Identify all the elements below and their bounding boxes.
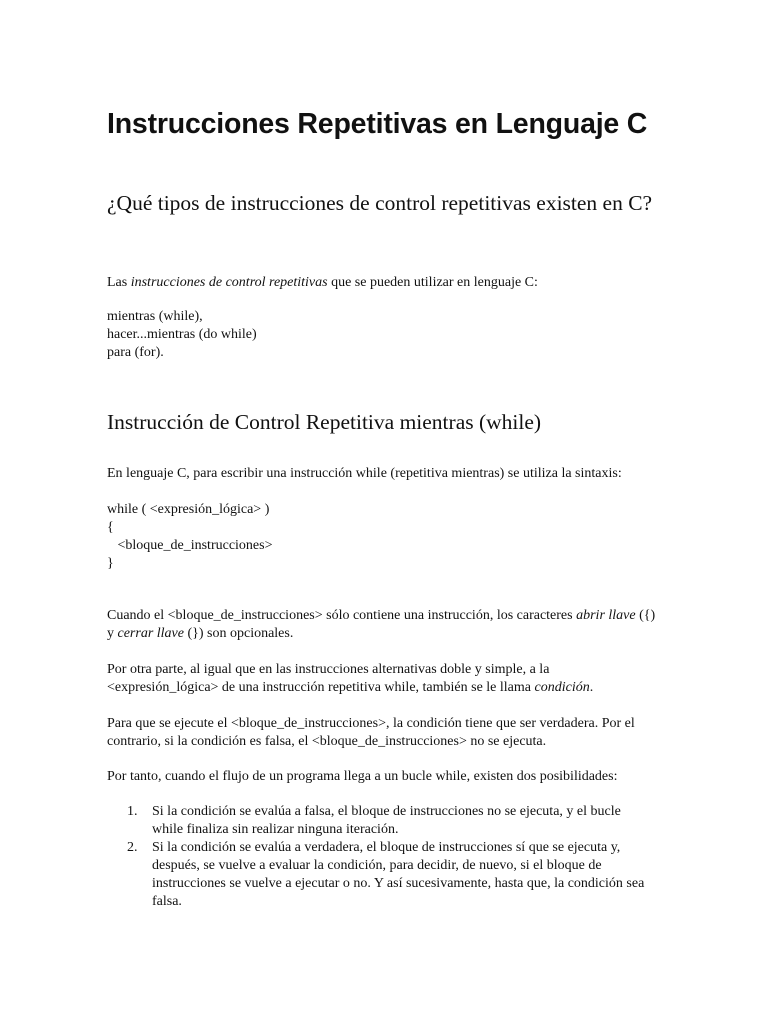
possibilities-paragraph: Por tanto, cuando el flujo de un programa llega a un bucle while, existen dos posibilidades: — [107, 769, 618, 784]
intro-emphasis: instrucciones de control repetitivas — [130, 275, 328, 290]
syntax-line-while: while ( <expresión_lógica> ) — [107, 502, 270, 517]
syntax-intro-paragraph: En lenguaje C, para escribir una instrucción while (repetitiva mientras) se utiliza la sintaxis: — [107, 466, 622, 481]
braces-optional-paragraph — [107, 607, 662, 643]
list-item-text: Si la condición se evalúa a falsa, el bloque de instrucciones no se ejecuta, y el bucle while finaliza sin realizar ninguna iteración. — [152, 804, 621, 837]
list-item-number: 1. — [127, 804, 138, 819]
loop-type-while: mientras (while), — [107, 309, 203, 324]
condition-text-a: Por otra parte, al igual que en las instrucciones alternativas doble y simple, a la <expresión_lógica> de una instrucción repetitiva while, también se le llama — [107, 662, 550, 695]
syntax-line-open-brace: { — [107, 520, 114, 535]
condition-emphasis: condición — [534, 680, 590, 695]
document-title: Instrucciones Repetitivas en Lenguaje C — [107, 108, 648, 140]
loop-type-do-while: hacer...mientras (do while) — [107, 327, 257, 342]
list-item — [107, 803, 647, 839]
list-item-text: Si la condición se evalúa a verdadera, el bloque de instrucciones sí que se ejecuta y, después, se vuelve a evaluar la condición, para decidir, de nuevo, si el bloque de instrucciones se vuelve a ejecutar o no. Y así sucesivamente, hasta que, la condición sea falsa. — [152, 840, 645, 909]
syntax-line-close-brace: } — [107, 556, 114, 571]
possibilities-list — [107, 803, 647, 911]
intro-paragraph — [107, 274, 662, 292]
open-brace-emphasis: abrir llave — [576, 608, 636, 623]
close-brace-emphasis: cerrar llave — [117, 626, 184, 641]
execution-paragraph: Para que se ejecute el <bloque_de_instrucciones>, la condición tiene que ser verdadera. Por el contrario, si la condición es falsa, el <bloque_de_instrucciones> no se ejecuta. — [107, 716, 635, 749]
braces-text-c: (}) son opcionales. — [183, 626, 294, 641]
while-syntax-block — [107, 501, 662, 573]
condition-text-b: . — [589, 680, 594, 695]
section-heading-types: ¿Qué tipos de instrucciones de control repetitivas existen en C? — [107, 191, 653, 215]
list-item — [107, 839, 647, 911]
condition-paragraph — [107, 661, 662, 697]
braces-text-b: ({) y — [107, 608, 656, 641]
loop-type-for: para (for). — [107, 345, 164, 360]
intro-text-before: Las — [107, 275, 131, 290]
braces-text-a: Cuando el <bloque_de_instrucciones> sólo contiene una instrucción, los caracteres — [107, 608, 577, 623]
loop-types-list — [107, 308, 662, 362]
syntax-line-block: <bloque_de_instrucciones> — [107, 538, 273, 553]
list-item-number: 2. — [127, 840, 138, 855]
section-heading-while: Instrucción de Control Repetitiva mientras (while) — [107, 410, 542, 434]
intro-text-after: que se pueden utilizar en lenguaje C: — [327, 275, 538, 290]
